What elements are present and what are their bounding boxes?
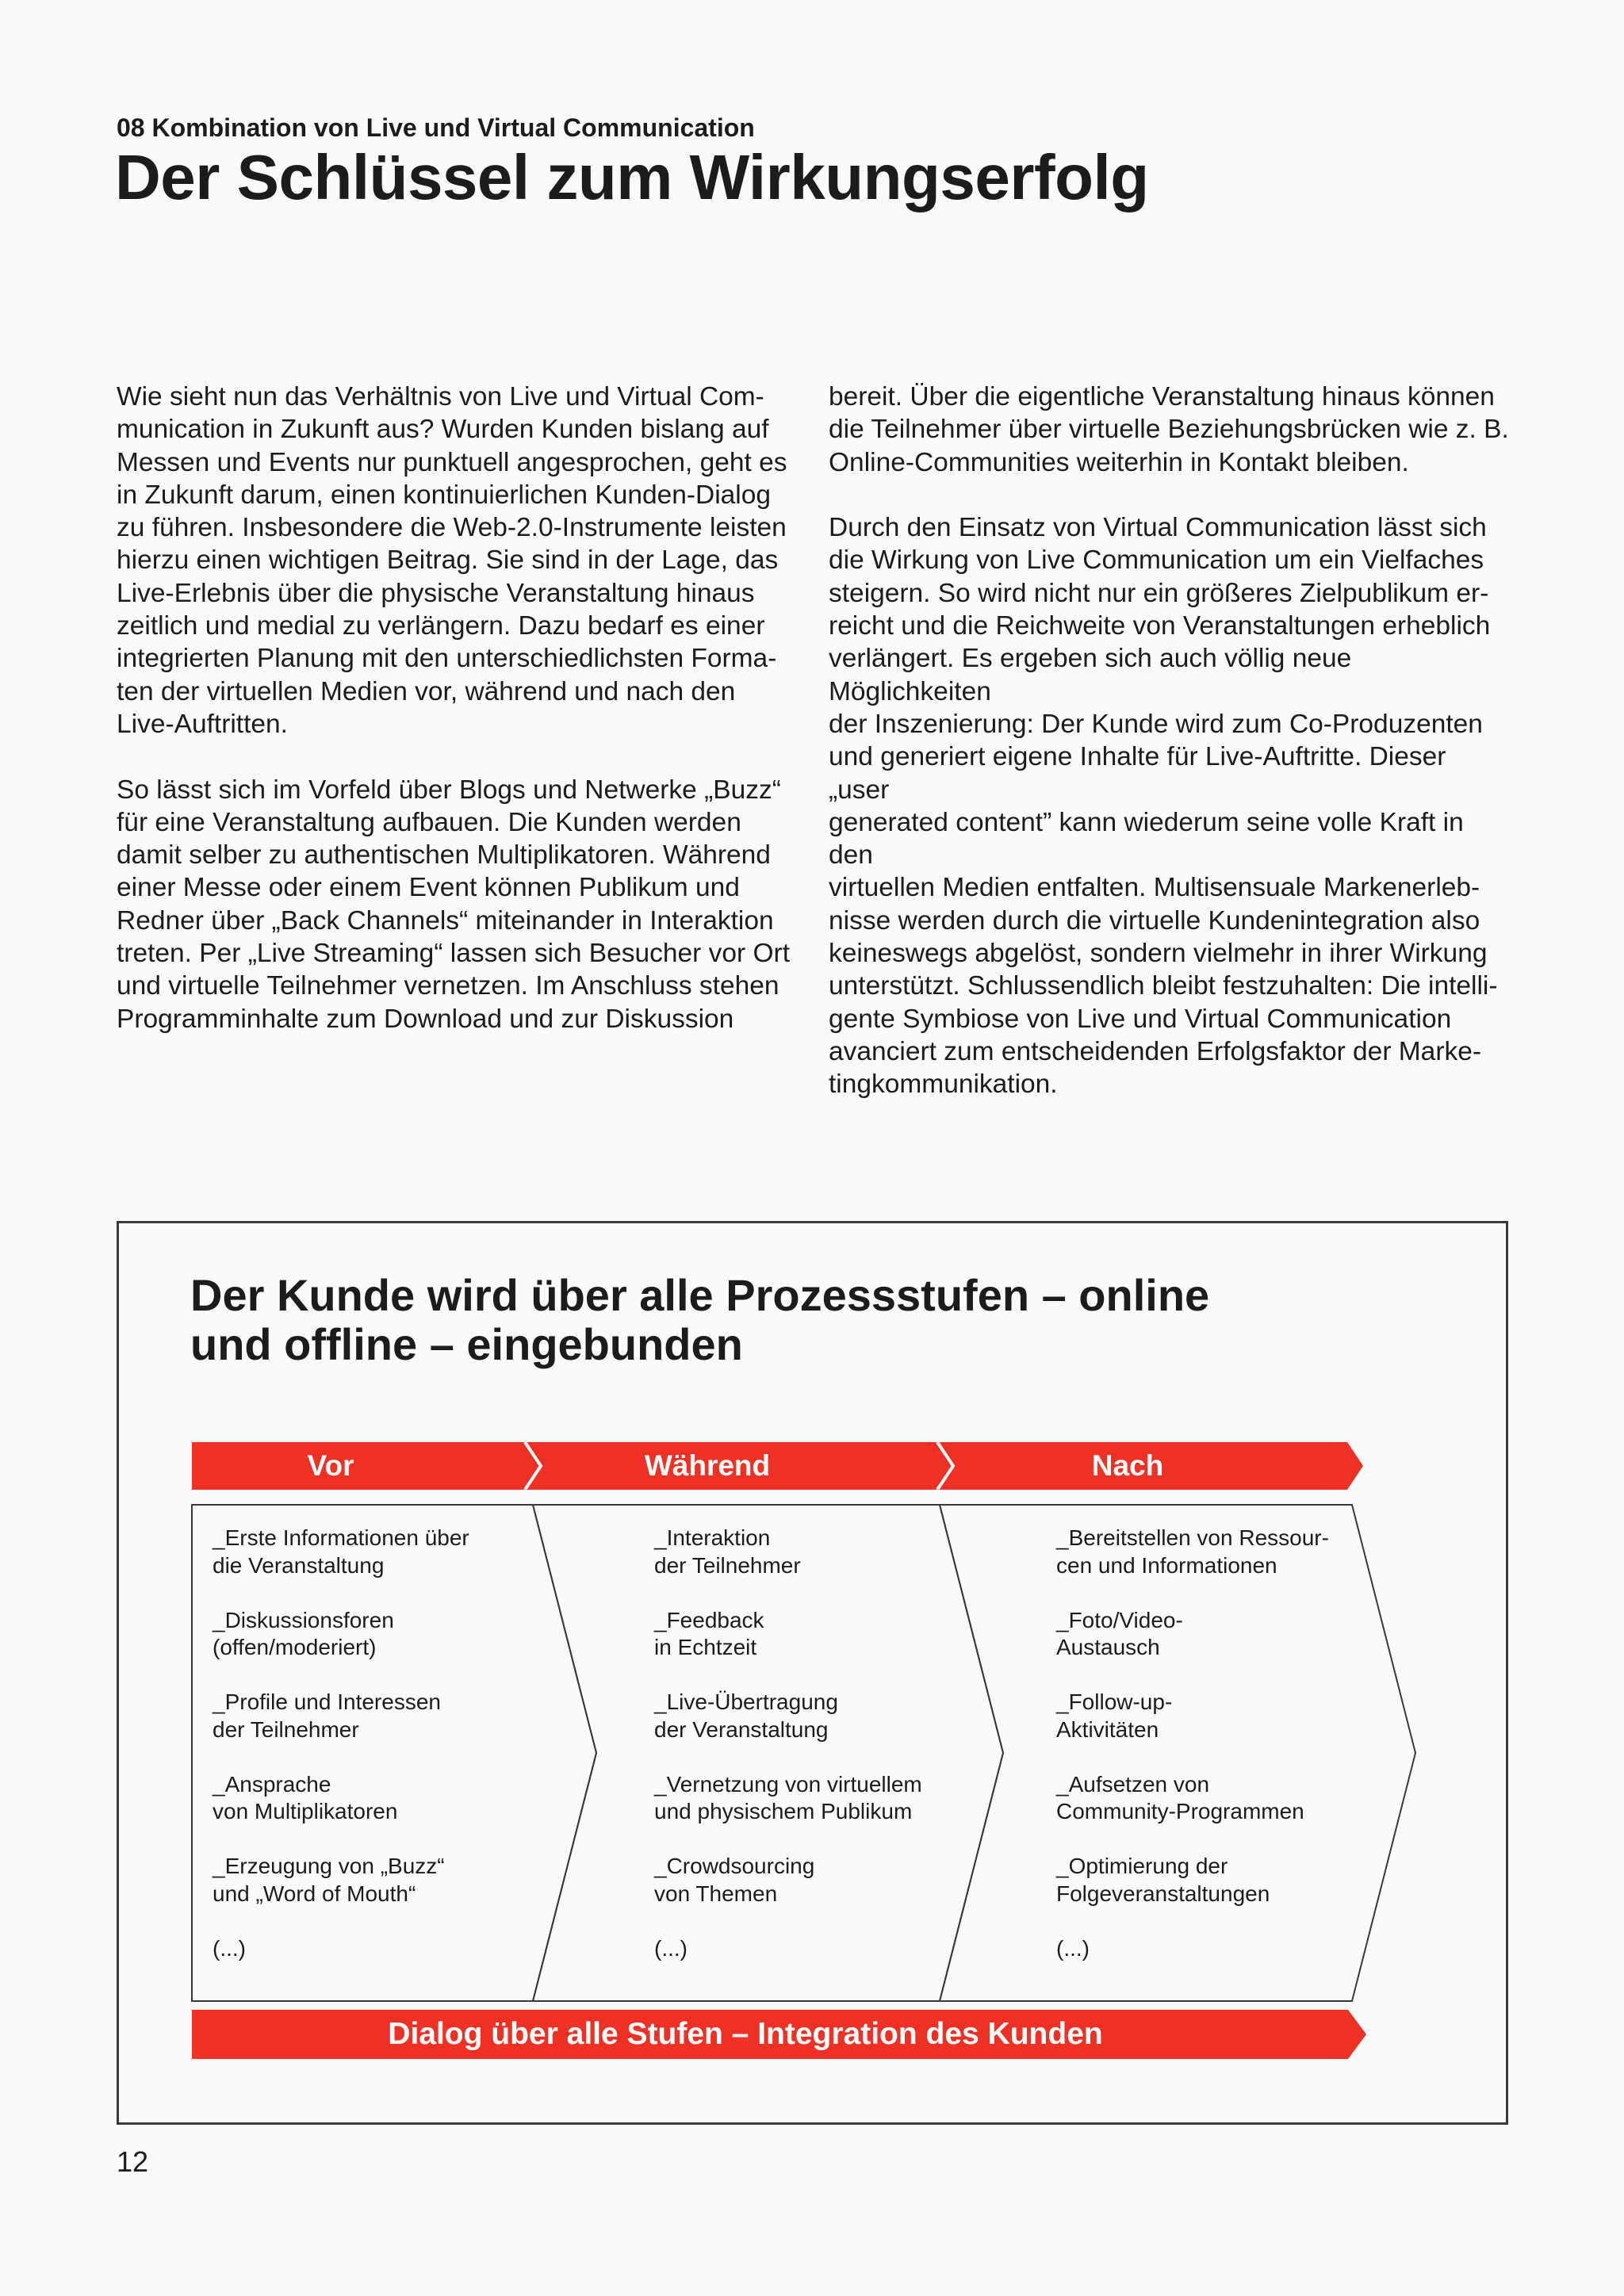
- page-number: 12: [117, 2145, 149, 2178]
- section-kicker: 08 Kombination von Live und Virtual Communication: [117, 113, 755, 142]
- list-item: _Ansprache von Multiplikatoren: [213, 1771, 398, 1823]
- list-item: _Vernetzung von virtuellem und physischem Publikum: [654, 1771, 922, 1823]
- list-item: _Diskussionsforen (offen/moderiert): [213, 1607, 394, 1659]
- diagram-title: Der Kunde wird über alle Prozessstufen – online und offline – eingebunden: [190, 1270, 1210, 1369]
- phase-label-waehrend: Während: [644, 1449, 771, 1482]
- process-diagram: [117, 1221, 1508, 2125]
- list-item: _Feedback in Echtzeit: [654, 1607, 764, 1659]
- stage-list-nach: [1056, 1525, 1389, 1990]
- list-item: (...): [1056, 1935, 1090, 1961]
- page-title: Der Schlüssel zum Wirkungserfolg: [115, 142, 1149, 212]
- stage-list-vor: [213, 1525, 546, 1990]
- diagram-footer-label: Dialog über alle Stufen – Integration des Kunden: [388, 2017, 1103, 2051]
- list-item: _Bereitstellen von Ressour- cen und Informationen: [1056, 1525, 1329, 1578]
- body-column-left: [117, 381, 799, 1068]
- list-item: _Optimierung der Folgeveranstaltungen: [1056, 1854, 1270, 1906]
- list-item: _Aufsetzen von Community-Programmen: [1056, 1771, 1304, 1823]
- list-item: _Erzeugung von „Buzz“ und „Word of Mouth“: [213, 1854, 445, 1906]
- list-item: _Profile und Interessen der Teilnehmer: [213, 1689, 441, 1742]
- list-item: _Follow-up- Aktivitäten: [1056, 1689, 1173, 1742]
- stage-list-waehrend: [654, 1525, 987, 1990]
- list-item: (...): [213, 1935, 246, 1961]
- list-item: _Erste Informationen über die Veranstaltung: [213, 1525, 469, 1578]
- paragraph: bereit. Über die eigentliche Veranstaltung hinaus können die Teilnehmer über virtuelle Beziehungsbrücken wie z. B. Online-Communities weiterhin in Kontakt bleiben.: [829, 382, 1509, 477]
- paragraph: So lässt sich im Vorfeld über Blogs und Netwerke „Buzz“ für eine Veranstaltung aufbauen. Die Kunden werden damit selber zu authentischen Multiplikatoren. Während einer Messe oder einem Event können Publikum und Redner über „Back Channels“ miteinander in Interaktion treten. Per „Live Streaming“ lassen sich Besucher vor Ort und virtuelle Teilnehmer vernetzen. Im Anschluss stehen Programminhalte zum Download und zur Diskussion: [117, 775, 790, 1034]
- paragraph: Durch den Einsatz von Virtual Communication lässt sich die Wirkung von Live Communication um ein Vielfaches steigern. So wird nicht nur ein größeres Zielpublikum er- reicht und die Reichweite von Veranstaltungen erheblich verlängert. Es ergeben sich auch völlig neue Möglichkeiten der Inszenierung: Der Kunde wird zum Co-Produzenten und generiert eigene Inhalte für Live-Auftritte. Dieser „user generated content” kann wiederum seine volle Kraft in den virtuellen Medien entfalten. Multisensuale Markenerleb- nisse werden durch die virtuelle Kundenintegration also keineswegs abgelöst, sondern vielmehr in ihrer Wirkung unterstützt. Schlussendlich bleibt festzuhalten: Die intelli- gente Symbiose von Live und Virtual Communication avanciert zum entscheidenden Erfolgsfaktor der Marke- tingkommunikation.: [829, 513, 1498, 1100]
- list-item: _Crowdsourcing von Themen: [654, 1854, 815, 1906]
- list-item: _Interaktion der Teilnehmer: [654, 1525, 801, 1578]
- list-item: (...): [654, 1935, 688, 1961]
- list-item: _Foto/Video- Austausch: [1056, 1607, 1183, 1659]
- phase-label-vor: Vor: [307, 1449, 354, 1482]
- list-item: _Live-Übertragung der Veranstaltung: [654, 1689, 838, 1742]
- paragraph: Wie sieht nun das Verhältnis von Live und Virtual Com- munication in Zukunft aus? Wurden Kunden bislang auf Messen und Events nur punktuell angesprochen, geht es in Zukunft darum, einen kontinuierlichen Kunden-Dialog zu führen. Insbesondere die Web-2.0-Instrumente leisten hierzu einen wichtigen Beitrag. Sie sind in der Lage, das Live-Erlebnis über die physische Veranstaltung hinaus zeitlich und medial zu verlängern. Dazu bedarf es einer integrierten Planung mit den unterschiedlichsten Forma- ten der virtuellen Medien vor, während und nach den Live-Auftritten.: [117, 382, 787, 739]
- phase-label-nach: Nach: [1091, 1449, 1164, 1482]
- body-column-right: [829, 381, 1511, 1134]
